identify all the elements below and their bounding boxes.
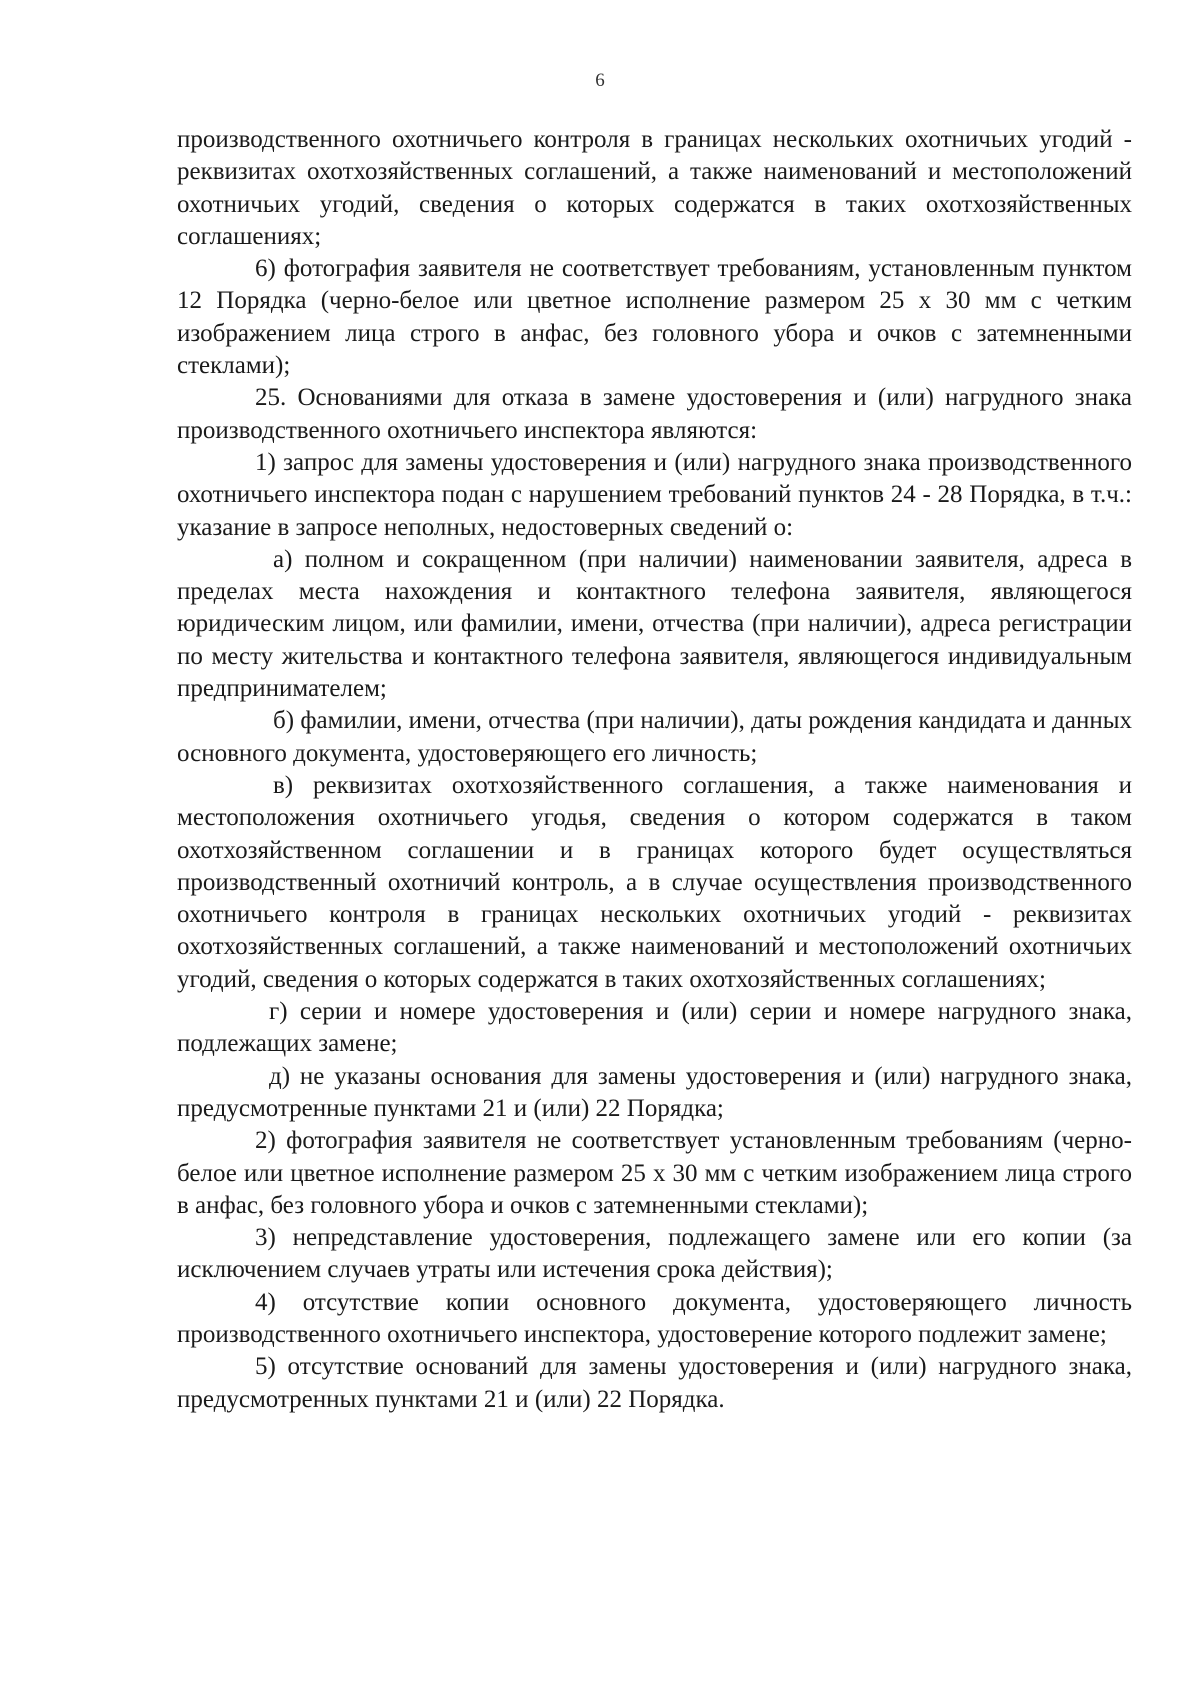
paragraph: 2) фотография заявителя не соответствует установленным требованиям (черно-белое или цветное исполнение размером 25 х 30 мм с четким изображением лица строго в анфас, без головного убора и очков с затемненными стеклами); [177, 1127, 1132, 1219]
paragraph: 1) запрос для замены удостоверения и (или) нагрудного знака производственного охотничьего инспектора подан с нарушением требований пунктов 24 - 28 Порядка, в т.ч.: указание в запросе неполных, недостоверных сведений о: [177, 448, 1132, 541]
paragraph: б) фамилии, имени, отчества (при наличии), даты рождения кандидата и данных основного документа, удостоверяющего его личность; [177, 707, 1132, 767]
paragraph: 4) отсутствие копии основного документа, удостоверяющего личность производственного охотничьего инспектора, удостоверение которого подлежит замене; [177, 1288, 1132, 1348]
page-number: 6 [595, 70, 605, 91]
paragraph: д) не указаны основания для замены удостоверения и (или) нагрудного знака, предусмотренные пунктами 21 и (или) 22 Порядка; [177, 1062, 1132, 1122]
paragraph: г) серии и номере удостоверения и (или) серии и номере нагрудного знака, подлежащих замене; [177, 998, 1132, 1058]
paragraph: 25. Основаниями для отказа в замене удостоверения и (или) нагрудного знака производственного охотничьего инспектора являются: [177, 384, 1132, 444]
document-body [177, 124, 1132, 1416]
paragraph: в) реквизитах охотхозяйственного соглашения, а также наименования и местоположения охотничьего угодья, сведения о котором содержатся в таком охотхозяйственном соглашении и в границах которого будет осуществляться производственный охотничий контроль, а в случае осуществления производственного охотничьего контроля в границах нескольких охотничьих угодий - реквизитах охотхозяйственных соглашений, а также наименований и местоположений охотничьих угодий, сведения о которых содержатся в таких охотхозяйственных соглашениях; [177, 771, 1132, 993]
paragraph: а) полном и сокращенном (при наличии) наименовании заявителя, адреса в пределах места нахождения и контактного телефона заявителя, являющегося юридическим лицом, или фамилии, имени, отчества (при наличии), адреса регистрации по месту жительства и контактного телефона заявителя, являющегося индивидуальным предпринимателем; [177, 545, 1132, 703]
paragraph: 5) отсутствие оснований для замены удостоверения и (или) нагрудного знака, предусмотренных пунктами 21 и (или) 22 Порядка. [177, 1353, 1132, 1413]
paragraph: 6) фотография заявителя не соответствует требованиям, установленным пунктом 12 Порядка (черно-белое или цветное исполнение размером 25 х 30 мм с четким изображением лица строго в анфас, без головного убора и очков с затемненными стеклами); [177, 255, 1132, 380]
paragraph: 3) непредставление удостоверения, подлежащего замене или его копии (за исключением случаев утраты или истечения срока действия); [177, 1224, 1132, 1284]
paragraph: производственного охотничьего контроля в границах нескольких охотничьих угодий - реквизитах охотхозяйственных соглашений, а также наименований и местоположений охотничьих угодий, сведения о которых содержатся в таких охотхозяйственных соглашениях; [177, 126, 1132, 250]
